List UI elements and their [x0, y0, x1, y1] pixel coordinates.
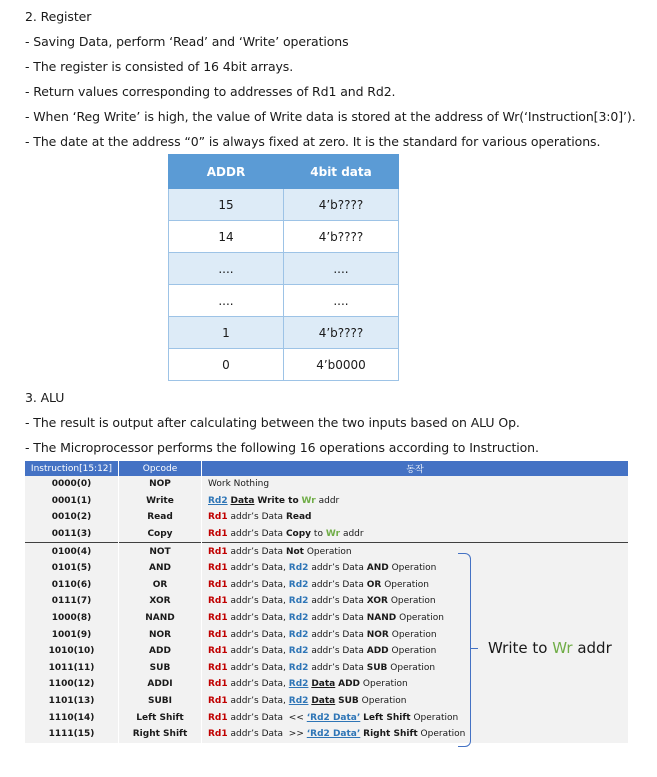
table-row	[25, 509, 629, 526]
table-row	[25, 526, 629, 543]
opcode-cell: OR	[119, 577, 202, 594]
annotation-prefix: Write to	[488, 639, 548, 657]
addr-cell: 14	[169, 221, 284, 253]
rd2-token: Rd2	[288, 613, 309, 624]
table-row	[169, 349, 399, 381]
addr-data-token: addr’s Data	[311, 646, 364, 657]
register-bullet-4: - When ‘Reg Write’ is high, the value of Write data is stored at the address of Wr(‘Instruction[3:0]’).	[25, 109, 636, 124]
opcode-cell: ADDI	[119, 676, 202, 693]
op-token: Not	[285, 546, 304, 557]
instruction-cell: 1010(10)	[25, 643, 119, 660]
table-row	[25, 476, 629, 493]
write-to-wr-annotation	[488, 639, 612, 657]
write-to-token: Write to	[257, 495, 299, 506]
addr-data-token: addr’s Data	[311, 596, 364, 607]
addr-data-token: addr’s Data	[230, 512, 284, 523]
rd2-token: Rd2	[208, 495, 228, 506]
alu-table	[25, 461, 629, 743]
register-bullet-1: - Saving Data, perform ‘Read’ and ‘Write’ operations	[25, 34, 349, 49]
action-cell	[202, 560, 629, 577]
shift-arrow: <<	[288, 712, 304, 723]
op-token: Copy	[285, 529, 312, 540]
rd1-token: Rd1	[208, 629, 228, 640]
rd2-token: Rd2	[288, 646, 309, 657]
action-cell	[202, 493, 629, 510]
addr-data-token: addr’s Data,	[230, 579, 286, 590]
annotation-suffix: addr	[577, 639, 612, 657]
opcode-cell: NOP	[119, 476, 202, 493]
instruction-cell: 1000(8)	[25, 610, 119, 627]
alu-col-action: 동작	[202, 461, 629, 476]
opcode-cell: ADD	[119, 643, 202, 660]
data-cell: 4’b0000	[284, 349, 399, 381]
addr-data-token: addr’s Data	[311, 662, 364, 673]
rd1-token: Rd1	[208, 596, 228, 607]
rd2-data-token: ‘Rd2 Data’	[306, 729, 361, 740]
instruction-cell: 0110(6)	[25, 577, 119, 594]
action-cell	[202, 509, 629, 526]
addr-data-token: addr’s Data,	[230, 646, 286, 657]
rd1-token: Rd1	[208, 646, 228, 657]
table-row	[25, 709, 629, 726]
addr-token: addr	[318, 495, 340, 506]
action-cell	[202, 693, 629, 710]
table-row	[169, 317, 399, 349]
op-token: OR	[366, 579, 382, 590]
instruction-cell: 0101(5)	[25, 560, 119, 577]
action-cell	[202, 726, 629, 743]
rd2-token: Rd2	[288, 563, 309, 574]
alu-col-instruction: Instruction[15:12]	[25, 461, 119, 476]
opcode-cell: SUB	[119, 660, 202, 677]
register-bullet-2: - The register is consisted of 16 4bit arrays.	[25, 59, 294, 74]
register-col-data: 4bit data	[284, 155, 399, 189]
data-cell: ....	[284, 285, 399, 317]
action-cell	[202, 593, 629, 610]
table-row	[169, 221, 399, 253]
group-bracket	[458, 553, 471, 747]
bracket-tick	[470, 648, 478, 649]
instruction-cell: 0010(2)	[25, 509, 119, 526]
addr-data-token: addr’s Data	[311, 613, 364, 624]
addr-data-token: addr’s Data,	[230, 563, 286, 574]
op-token: NAND	[366, 613, 397, 624]
action-cell	[202, 476, 629, 493]
addr-data-token: addr’s Data,	[230, 696, 286, 707]
rd1-token: Rd1	[208, 579, 228, 590]
instruction-cell: 1100(12)	[25, 676, 119, 693]
table-row	[25, 660, 629, 677]
data-token: Data	[311, 679, 336, 690]
addr-cell: 15	[169, 189, 284, 221]
addr-cell: 0	[169, 349, 284, 381]
instruction-cell: 0111(7)	[25, 593, 119, 610]
addr-data-token: addr’s Data	[311, 629, 364, 640]
operation-token: Operation	[361, 696, 407, 707]
opcode-cell: Right Shift	[119, 726, 202, 743]
instruction-cell: 0100(4)	[25, 543, 119, 560]
addr-data-token: addr’s Data	[230, 529, 284, 540]
instruction-cell: 0011(3)	[25, 526, 119, 543]
rd1-token: Rd1	[208, 712, 228, 723]
table-row	[169, 285, 399, 317]
addr-data-token: addr’s Data	[230, 729, 284, 740]
instruction-cell: 0001(1)	[25, 493, 119, 510]
addr-data-token: addr’s Data	[230, 712, 284, 723]
table-row	[25, 493, 629, 510]
data-cell: 4’b????	[284, 221, 399, 253]
addr-data-token: addr’s Data	[311, 563, 364, 574]
addr-data-token: addr’s Data	[230, 546, 284, 557]
rd2-token: Rd2	[288, 596, 309, 607]
rd1-token: Rd1	[208, 529, 228, 540]
opcode-cell: Left Shift	[119, 709, 202, 726]
register-bullet-3: - Return values corresponding to addresses of Rd1 and Rd2.	[25, 84, 396, 99]
register-heading: 2. Register	[25, 9, 92, 24]
table-row	[169, 253, 399, 285]
register-bullet-5: - The date at the address “0” is always fixed at zero. It is the standard for various operations.	[25, 134, 601, 149]
opcode-cell: NAND	[119, 610, 202, 627]
operation-token: Operation	[306, 546, 352, 557]
addr-token: addr	[342, 529, 364, 540]
addr-data-token: addr’s Data,	[230, 679, 286, 690]
alu-col-opcode: Opcode	[119, 461, 202, 476]
op-token: NOR	[366, 629, 389, 640]
data-cell: ....	[284, 253, 399, 285]
rd2-token: Rd2	[288, 679, 309, 690]
addr-data-token: addr’s Data,	[230, 596, 286, 607]
operation-token: Operation	[420, 729, 466, 740]
op-token: SUB	[338, 696, 359, 707]
opcode-cell: Write	[119, 493, 202, 510]
addr-cell: ....	[169, 285, 284, 317]
addr-cell: ....	[169, 253, 284, 285]
table-row	[25, 693, 629, 710]
operation-token: Operation	[391, 563, 437, 574]
rd2-data-token: ‘Rd2 Data’	[306, 712, 361, 723]
action-text: Work Nothing	[208, 479, 270, 490]
data-token: Data	[311, 696, 336, 707]
table-row	[25, 726, 629, 743]
opcode-cell: NOR	[119, 626, 202, 643]
operation-token: Operation	[362, 679, 408, 690]
register-col-addr: ADDR	[169, 155, 284, 189]
opcode-cell: AND	[119, 560, 202, 577]
opcode-cell: NOT	[119, 543, 202, 560]
table-row	[25, 543, 629, 560]
instruction-cell: 1001(9)	[25, 626, 119, 643]
addr-data-token: addr’s Data,	[230, 662, 286, 673]
table-row	[25, 610, 629, 627]
instruction-cell: 1110(14)	[25, 709, 119, 726]
action-cell	[202, 709, 629, 726]
data-token: Data	[230, 495, 255, 506]
table-row	[25, 577, 629, 594]
operation-token: Operation	[391, 646, 437, 657]
addr-data-token: addr’s Data,	[230, 613, 286, 624]
data-cell: 4’b????	[284, 317, 399, 349]
to-token: to	[313, 529, 323, 540]
annotation-wr: Wr	[552, 639, 573, 657]
opcode-cell: Read	[119, 509, 202, 526]
instruction-cell: 1101(13)	[25, 693, 119, 710]
opcode-cell: Copy	[119, 526, 202, 543]
rd1-token: Rd1	[208, 696, 228, 707]
rd1-token: Rd1	[208, 512, 228, 523]
rd2-token: Rd2	[288, 579, 309, 590]
alu-bullet-1: - The result is output after calculating between the two inputs based on ALU Op.	[25, 415, 520, 430]
opcode-cell: XOR	[119, 593, 202, 610]
action-cell	[202, 526, 629, 543]
action-cell	[202, 543, 629, 560]
shift-arrow: >>	[288, 729, 304, 740]
op-token: Right Shift	[363, 729, 418, 740]
instruction-cell: 1011(11)	[25, 660, 119, 677]
opcode-cell: SUBI	[119, 693, 202, 710]
rd2-token: Rd2	[288, 696, 309, 707]
action-cell	[202, 610, 629, 627]
op-token: XOR	[366, 596, 388, 607]
wr-token: Wr	[325, 529, 341, 540]
operation-token: Operation	[390, 596, 436, 607]
table-row	[25, 593, 629, 610]
rd1-token: Rd1	[208, 662, 228, 673]
op-token: SUB	[366, 662, 388, 673]
action-cell	[202, 660, 629, 677]
op-token: ADD	[366, 646, 389, 657]
rd2-token: Rd2	[288, 662, 309, 673]
rd2-token: Rd2	[288, 629, 309, 640]
operation-token: Operation	[413, 712, 459, 723]
alu-bullet-2: - The Microprocessor performs the following 16 operations according to Instruction.	[25, 440, 539, 455]
addr-data-token: addr’s Data	[311, 579, 364, 590]
rd1-token: Rd1	[208, 613, 228, 624]
operation-token: Operation	[391, 629, 437, 640]
instruction-cell: 0000(0)	[25, 476, 119, 493]
op-token: Left Shift	[363, 712, 411, 723]
action-cell	[202, 676, 629, 693]
operation-token: Operation	[399, 613, 444, 624]
instruction-cell: 1111(15)	[25, 726, 119, 743]
op-token: AND	[366, 563, 389, 574]
table-row	[25, 676, 629, 693]
operation-token: Operation	[390, 662, 436, 673]
operation-token: Operation	[384, 579, 429, 590]
op-token: ADD	[338, 679, 361, 690]
rd1-token: Rd1	[208, 563, 228, 574]
addr-cell: 1	[169, 317, 284, 349]
table-row	[169, 189, 399, 221]
rd1-token: Rd1	[208, 679, 228, 690]
register-table	[168, 154, 399, 381]
op-token: Read	[285, 512, 312, 523]
rd1-token: Rd1	[208, 546, 228, 557]
alu-heading: 3. ALU	[25, 390, 65, 405]
data-cell: 4’b????	[284, 189, 399, 221]
wr-token: Wr	[301, 495, 316, 506]
addr-data-token: addr’s Data,	[230, 629, 286, 640]
table-row	[25, 560, 629, 577]
rd1-token: Rd1	[208, 729, 228, 740]
action-cell	[202, 577, 629, 594]
